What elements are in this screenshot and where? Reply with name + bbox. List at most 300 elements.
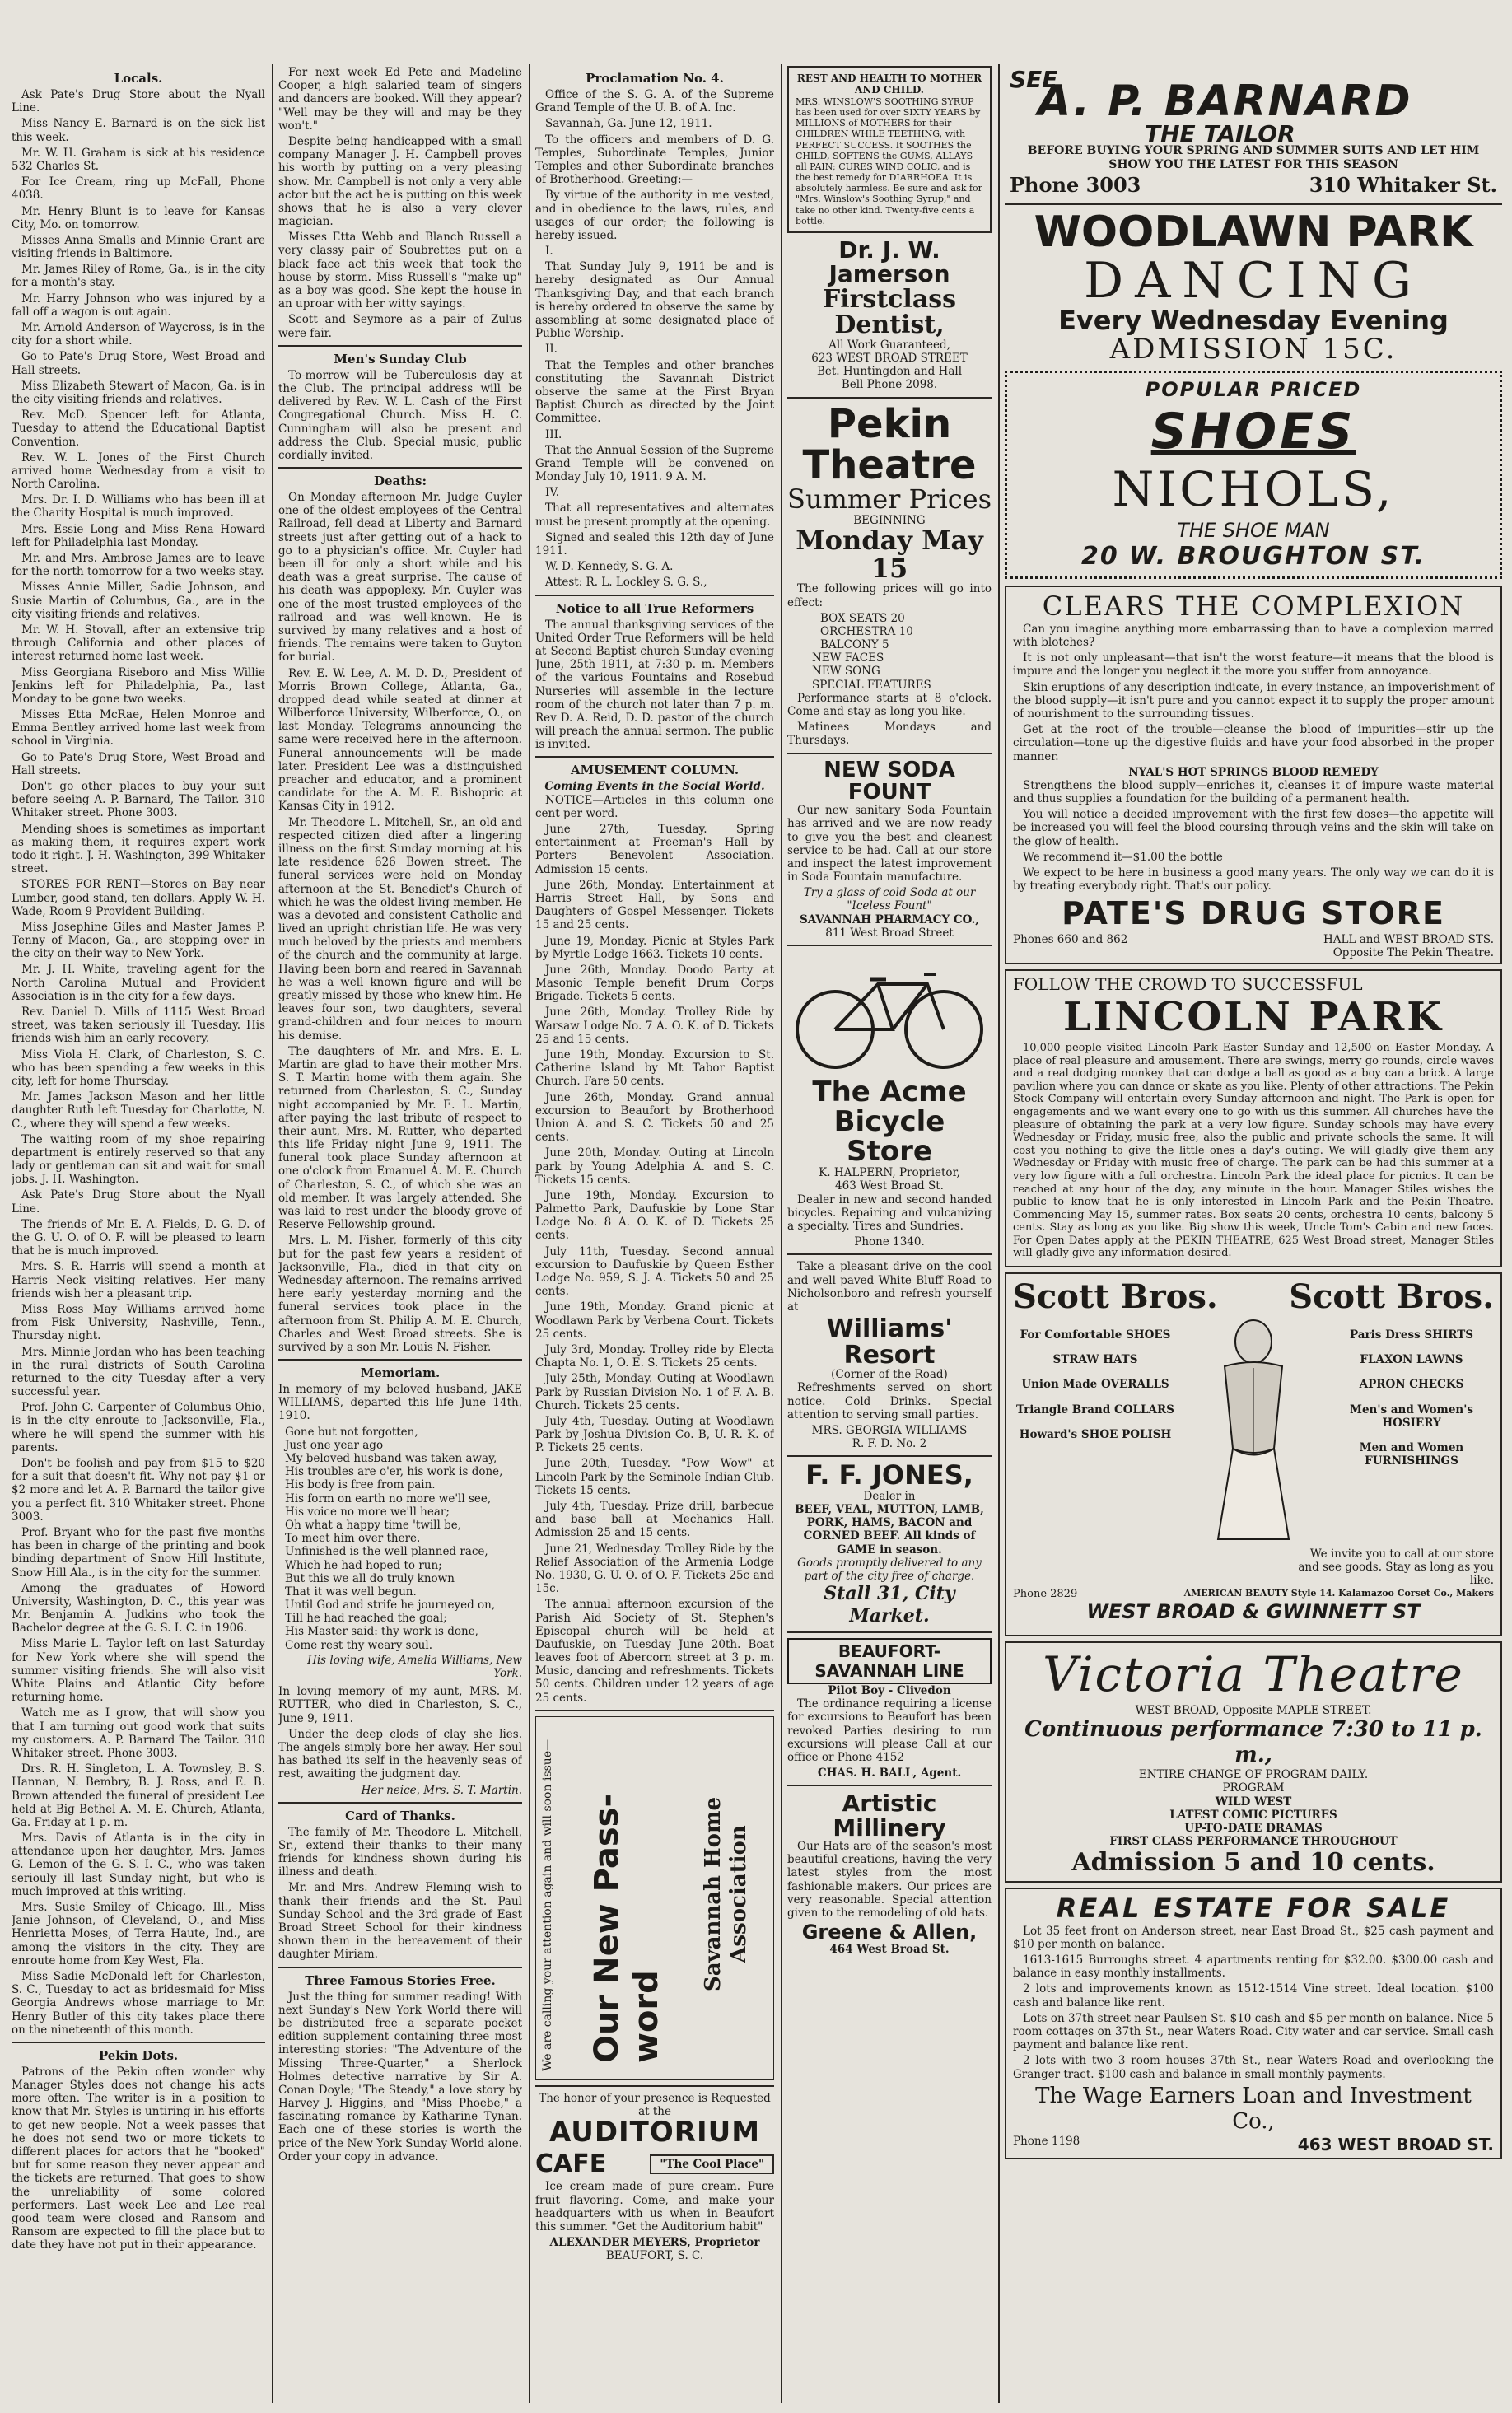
resort-name: Williams' Resort: [826, 1314, 953, 1370]
proclamation-paragraph: That the Temples and other branches constituting the Savannah District observe the same at the First Bryan Baptist Church as directed by the Joint Committee.: [535, 358, 774, 426]
bicycle-store-name: The Acme Bicycle Store: [812, 1076, 967, 1168]
local-item: Watch me as I grow, that will show you that I am turning out good work that suits my customers. A. P. Barnard The Tailor. 310 Whitaker street. Phone 3003.: [12, 1706, 265, 1760]
divider: [535, 2085, 774, 2087]
poem-line: My beloved husband was taken away,: [285, 1452, 497, 1465]
local-item: Rev. McD. Spencer left for Atlanta, Tuesday to attend the Educational Baptist Convention.: [12, 408, 265, 449]
resort-body: Refreshments served on short notice. Cold Drinks. Special attention to serving small parties.: [787, 1381, 992, 1421]
nyal-heading: NYAL'S HOT SPRINGS BLOOD REMEDY: [1128, 765, 1379, 779]
local-item: Misses Annie Miller, Sadie Johnson, and Susie Martin of Columbus, Ga., are in the city visiting friends and relatives.: [12, 581, 265, 621]
victoria-performance: Continuous performance 7:30 to 11 p. m.,: [1024, 1716, 1482, 1768]
poem-line: But this we all do truly known: [285, 1571, 455, 1585]
divider: [787, 1631, 992, 1633]
memoriam2-intro: In loving memory of my aunt, MRS. M. RUTTER, who died in Charleston, S. C., June 9, 1911.: [278, 1685, 522, 1725]
amusement-item: July 4th, Tuesday. Outing at Woodlawn Park by Joshua Division Co. B, U. R. K. of P. Tickets 25 cents.: [535, 1414, 774, 1455]
corset-figure-icon: [1192, 1317, 1315, 1547]
divider: [787, 1253, 992, 1255]
dentist-line: All Work Guaranteed,: [828, 338, 950, 352]
locals-list: [12, 88, 265, 2037]
new-feature-line: SPECIAL FEATURES: [812, 678, 931, 692]
jones-body: BEEF, VEAL, MUTTON, LAMB, PORK, HAMS, BACON and CORNED BEEF. All kinds of GAME in season.: [795, 1503, 984, 1557]
scott-item: FLAXON LAWNS: [1360, 1353, 1463, 1367]
auditorium-title: AUDITORIUM: [548, 2116, 761, 2149]
wage-phone: Phone 1198: [1013, 2135, 1080, 2149]
amusement-item: NOTICE—Articles in this column one cent per word.: [535, 793, 774, 820]
line-boats: Pilot Boy - Clivedon: [828, 1683, 951, 1697]
resort-intro: Take a pleasant drive on the cool and well paved White Bluff Road to Nicholsonboro and refresh yourself at: [787, 1260, 992, 1314]
resort-owner: MRS. GEORGIA WILLIAMS: [811, 1423, 968, 1437]
locals-heading: Locals.: [114, 71, 163, 86]
divider: [787, 1455, 992, 1457]
local-item: Mr. Harry Johnson who was injured by a fall off a wagon is out again.: [12, 292, 265, 319]
local-item: Mrs. Essie Long and Miss Rena Howard left for Philadelphia last Monday.: [12, 522, 265, 549]
pekin-beginning: BEGINNING: [853, 513, 926, 527]
barnard-tailor: THE TAILOR: [1145, 120, 1295, 147]
price-line: BOX SEATS 20: [820, 611, 905, 625]
amusement-subheading: Coming Events in the Social World.: [544, 780, 765, 794]
column-rule: [529, 64, 530, 2403]
complexion-paragraph: It is not only unpleasant—that isn't the worst feature—it means that the blood is impure and the longer you neglect it the more you suffer from annoyance.: [1013, 651, 1494, 679]
winslow-heading: REST AND HEALTH TO MOTHER AND CHILD.: [796, 72, 982, 96]
divider: [535, 595, 774, 596]
local-item: Miss Elizabeth Stewart of Macon, Ga. is in the city visiting friends and relatives.: [12, 379, 265, 406]
pates-title: PATE'S DRUG STORE: [1062, 895, 1445, 932]
theatre-note: Scott and Seymore as a pair of Zulus were fair.: [278, 313, 522, 340]
thanks-list: [278, 1826, 522, 1962]
pekin-theatre-title: Pekin Theatre: [802, 400, 977, 488]
divider: [278, 345, 522, 347]
scott-right-items: [1329, 1317, 1494, 1547]
victoria-item: UP-TO-DATE DRAMAS: [1184, 1821, 1323, 1835]
victoria-title: Victoria Theatre: [1043, 1646, 1464, 1703]
column-3: [535, 66, 774, 2405]
victoria-admission: Admission 5 and 10 cents.: [1071, 1848, 1435, 1878]
proclamation-paragraph: III.: [545, 427, 562, 441]
complexion-ad: [1005, 586, 1502, 964]
column-rule: [781, 64, 782, 2403]
amusement-item: June 26th, Monday. Trolley Ride by Warsaw Lodge No. 7 A. O. K. of D. Tickets 25 and 15 cents.: [535, 1006, 774, 1046]
death-notice: The daughters of Mr. and Mrs. E. L. Martin are glad to have their mother Mrs. S. T. Martin home with them again. She returned from Charleston, S. C., Sunday night accompanied by Mr. E. L. Martin, after paying the last tribute of respect to their aunt, Mrs. M. Rutter, who departed this life Friday night June 9, 1911. The funeral took place Sunday afternoon at one o'clock from Emanuel A. M. E. Church of Charleston, S. C., of which she was an old member. It was largely attended. She was laid to rest under the bloody grove of Reserve Fellowship ground.: [278, 1044, 522, 1232]
real-estate-heading: REAL ESTATE FOR SALE: [1056, 1893, 1451, 1925]
millinery-heading: Artistic Millinery: [833, 1790, 946, 1841]
pekin-dots-heading: Pekin Dots.: [98, 2047, 179, 2063]
local-item: STORES FOR RENT—Stores on Bay near Lumber, good stand, ten dollars. Apply W. H. Wade, Room 9 Provident Building.: [12, 878, 265, 918]
local-item: Misses Etta McRae, Helen Monroe and Emma Bentley arrived home last week from school in Virginia.: [12, 708, 265, 749]
cafe-title: CAFE: [535, 2149, 607, 2178]
local-item: Miss Georgiana Riseboro and Miss Willie Jenkins left for Philadelphia, Pa., last Monday to be gone two weeks.: [12, 665, 265, 706]
column-1: [12, 66, 265, 2405]
amusement-heading: AMUSEMENT COLUMN.: [570, 763, 740, 778]
column-rule: [998, 64, 1000, 2403]
theatre-notes: [278, 66, 522, 340]
price-line: ORCHESTRA 10: [820, 624, 913, 638]
poem-line: Until God and strife he journeyed on,: [285, 1599, 496, 1613]
admission: ADMISSION 15C.: [1109, 332, 1398, 366]
dentist-details: [787, 338, 992, 392]
local-item: Mrs. Dr. I. D. Williams who has been ill at the Charity Hospital is much improved.: [12, 493, 265, 520]
local-item: Mr. James Jackson Mason and her little daughter Ruth left Tuesday for Charlotte, N. C., where they will spend a few weeks.: [12, 1090, 265, 1131]
memoriam-heading: Memoriam.: [360, 1365, 441, 1381]
local-item: The waiting room of my shoe repairing department is entirely reserved so that any lady or gentleman can sit and wait for small jobs. J. H. Washington.: [12, 1132, 265, 1187]
scott-address: WEST BROAD & GWINNETT ST: [1086, 1600, 1421, 1624]
bicycle-icon: [787, 951, 992, 1075]
bicycle-phone: Phone 1340.: [854, 1235, 925, 1249]
club-paragraph: To-morrow will be Tuberculosis day at the Club. The principal address will be delivered by Rev. W. L. Cash of the First Congregational Church. Miss H. C. Cunningham will also be present and address the Club. Special music, public cordially invited.: [278, 368, 522, 462]
pates-address: HALL and WEST BROAD STS.: [1323, 933, 1494, 946]
dentist-line: Bet. Huntingdon and Hall: [816, 365, 963, 379]
amusement-item: June 19th, Monday. Excursion to St. Catherine Island by Mt Tabor Baptist Church. Fare 50 cents.: [535, 1048, 774, 1089]
password-ad: [535, 1716, 774, 2080]
jones-delivery: Goods promptly delivered to any part of the city free of charge.: [797, 1556, 982, 1583]
divider: [1005, 203, 1502, 205]
thanks-paragraph: The family of Mr. Theodore L. Mitchell, Sr., extend their thanks to their many friends for kindness shown during his illness and death.: [278, 1825, 522, 1879]
new-feature-line: NEW SONG: [812, 665, 880, 679]
nyal-body: [1013, 779, 1494, 894]
scott-invite: We invite you to call at our store and see goods. Stay as long as you like.: [1298, 1547, 1494, 1588]
proclamation-paragraph: Savannah, Ga. June 12, 1911.: [545, 117, 712, 131]
lincoln-body: 10,000 people visited Lincoln Park Easter Sunday and 12,500 on Easter Monday. A place of real pleasure and amusement. There are swings, merry go rounds, circle waves and a real dodging monkey that can dodge a ball as good as a boy can a brick. A large pavilion where you can dance or skate as you like. Plenty of other attractions. The Pekin Stock Company will entertain every Sunday afternoon and night. The Park is open for engagements and we want every one to go with us this summer. All churches have the pleasure of obtaining the park at a very low figure. Sunday schools may have every Wednesday or Friday, music free, also the public and private schools the same. It will cost you nothing to give the little ones a day's outing. We will gladly give them any Wednesday or Friday with music free of charge. The park can be had this summer at a very low figure with a full orchestra. Lincoln Park the ideal place for picnics. It can be reached at any hour of the day, any minute in the hour. Manager Stiles wishes the public to know that he is only interested in Lincoln Park and the Pekin Theatre. Commencing May 15, summer rates. Box seats 20 cents, orchestra 10 cents, balcony 5 cents. Stay as long as you like. Big show this week, Uncle Tom's Cabin and new faces. For Open Dates apply at the PEKIN THEATRE, 625 West Broad street, Manager Stiles will gladly give any information desired.: [1013, 1041, 1494, 1260]
proclamation-heading: Proclamation No. 4.: [586, 71, 724, 86]
nichols-ad: [1005, 371, 1502, 579]
amusement-item: July 4th, Tuesday. Prize drill, barbecue and base ball at Mechanics Hall. Admission 25 and 15 cents.: [535, 1500, 774, 1540]
poem-line: Unfinished is the well planned race,: [285, 1545, 488, 1559]
local-item: Mr. Henry Blunt is to leave for Kansas City, Mo. on tomorrow.: [12, 204, 265, 231]
pekin-performance: Performance starts at 8 o'clock. Come and stay as long you like.: [787, 691, 992, 718]
cafe-tagline: "The Cool Place": [650, 2154, 774, 2174]
local-item: Prof. John C. Carpenter of Columbus Ohio, is in the city enroute to Jacksonville, Fla., where he will spend the summer with his parents.: [12, 1401, 265, 1454]
divider: [12, 2042, 265, 2043]
barnard-address: 310 Whitaker St.: [1309, 172, 1497, 197]
real-estate-ad: [1005, 1888, 1502, 2159]
woodlawn-title: WOODLAWN PARK: [1034, 208, 1473, 258]
proclamation-paragraph: W. D. Kennedy, S. G. A.: [545, 560, 674, 574]
scott-title-row: [1013, 1277, 1494, 1317]
barnard-see: SEE: [1010, 66, 1058, 93]
millinery-body: Our Hats are of the season's most beautiful creations, having the very latest styles from the most fashionable makers. Our prices are very reasonable. Special attention given to the remodeling of old hats.: [787, 1840, 992, 1920]
honor-line: The honor of your presence is Requested at the: [539, 2091, 771, 2118]
victoria-item: WILD WEST: [1215, 1795, 1292, 1809]
thanks-heading: Card of Thanks.: [345, 1808, 455, 1823]
victoria-change: ENTIRE CHANGE OF PROGRAM DAILY.: [1138, 1768, 1369, 1782]
poem-line: Oh what a happy time 'twill be,: [285, 1518, 462, 1532]
local-item: For Ice Cream, ring up McFall, Phone 4038.: [12, 175, 265, 203]
barnard-body: BEFORE BUYING YOUR SPRING AND SUMMER SUITS AND LET HIM SHOW YOU THE LATEST FOR THIS SEASON: [1027, 144, 1480, 171]
amusement-item: The annual afternoon excursion of the Parish Aid Society of St. Stephen's Episcopal church will be held at Daufuskie, on Tuesday June 20th. Boat leaves foot of Abercorn street at 3 p. m. Music, dancing and refreshments. Tickets 50 cents. Children under 12 years of age 25 cents.: [535, 1598, 774, 1705]
estate-listing: 2 lots with two 3 room houses 37th St., near Waters Road and overlooking the Granger tract. $100 cash and balance in small monthly payments.: [1013, 2054, 1494, 2081]
nyal-paragraph: You will notice a decided improvement with the first few doses—the appetite will be increased you will feel the blood coursing through veins and the skin will take on the glow of health.: [1013, 808, 1494, 848]
millinery-name: Greene & Allen,: [801, 1921, 978, 1944]
local-item: Mr. and Mrs. Ambrose James are to leave for the north tomorrow for a two weeks stay.: [12, 552, 265, 579]
estate-listing: Lots on 37th street near Paulsen St. $10 cash and $5 per month on balance. Nice 5 room cottages on 37th St., near Waters Road. City water and car service. Small cash payment and balance like rent.: [1013, 2011, 1494, 2052]
password-ad-title: Our New Pass-word: [588, 1793, 665, 2063]
local-item: Don't go other places to buy your suit before seeing A. P. Barnard, The Tailor. 310 Whitaker street. Phone 3003.: [12, 780, 265, 820]
divider: [278, 1802, 522, 1804]
scott-item: Men's and Women's HOSIERY: [1350, 1403, 1473, 1430]
popular-priced: POPULAR PRICED: [1145, 378, 1362, 402]
deaths-list: [278, 491, 522, 1354]
victoria-item: FIRST CLASS PERFORMANCE THROUGHOUT: [1109, 1835, 1398, 1849]
memoriam2-poem: Under the deep clods of clay she lies. The angels simply bore her away. Her soul has bathed its self in the heavenly seas of rest, awaiting the judgment day.: [278, 1727, 522, 1781]
price-line: BALCONY 5: [820, 638, 889, 652]
soda-body: Our new sanitary Soda Fountain has arrived and we are now ready to give you the best and cleanest service to be had. Call at our store and inspect the latest improvement in Soda Fountain manufacture.: [787, 804, 992, 884]
divider: [278, 467, 522, 469]
divider: [787, 397, 992, 399]
local-item: The friends of Mr. E. A. Fields, D. G. D. of the G. U. O. of O. F. will be pleased to learn that he is much improved.: [12, 1217, 265, 1258]
local-item: Mr. J. H. White, traveling agent for the North Carolina Mutual and Provident Association is in the city for a few days.: [12, 963, 265, 1003]
cafe-place: BEAUFORT, S. C.: [605, 2249, 704, 2263]
amusement-item: June 26th, Monday. Entertainment at Harris Street Hall, by Sons and Daughters of Gospel Messenger. Tickets 15 and 25 cents.: [535, 878, 774, 932]
death-notice: Rev. E. W. Lee, A. M. D. D., President of Morris Brown College, Atlanta, Ga., dropped dead while seated at dinner at Wilberforce University, Wilberforce, O., on last Monday. Telegrams announcing the same were received here in the afternoon. Funeral announcements will be made later. President Lee was a distinguished preacher and educator, and a prominent candidate for the A. M. E. Bishopric at Kansas City in 1912.: [278, 666, 522, 814]
jones-name: F. F. JONES,: [805, 1459, 973, 1491]
divider: [787, 1785, 992, 1786]
local-item: Go to Pate's Drug Store, West Broad and Hall streets.: [12, 750, 265, 777]
estate-listing: Lot 35 feet front on Anderson street, near East Broad St., $25 cash payment and $10 per month on balance.: [1013, 1924, 1494, 1951]
soda-heading: NEW SODA FOUNT: [824, 757, 955, 805]
jones-stall: Stall 31, City Market.: [824, 1583, 955, 1627]
complexion-paragraph: Skin eruptions of any description indicate, in every instance, an impoverishment of the blood supply—it isn't pure and you cannot expect it to supply the proper amount of nourishment to the surrounding tissues.: [1013, 680, 1494, 721]
divider: [535, 1710, 774, 1711]
local-item: Ask Pate's Drug Store about the Nyall Line.: [12, 1188, 265, 1216]
nyal-paragraph: Strengthens the blood supply—enriches it, cleanses it of impure waste material and thus supplies a foundation for the building of a permanent health.: [1013, 778, 1494, 806]
memoriam2-signature: Her neice, Mrs. S. T. Martin.: [361, 1783, 522, 1797]
poem-line: His voice no more we'll hear;: [285, 1505, 450, 1519]
proclamation-paragraph: By virtue of the authority in me vested, and in obedience to the laws, rules, and usages of our order; the following is hereby issued.: [535, 189, 774, 242]
password-ad-left: We are calling your attention again and will soon issue—: [541, 1739, 554, 2071]
real-estate-body: [1013, 1925, 1494, 2081]
winslow-ad: [787, 66, 992, 233]
victoria-item: LATEST COMIC PICTURES: [1169, 1808, 1337, 1822]
thanks-paragraph: Mr. and Mrs. Andrew Fleming wish to thank their friends and the St. Paul Sunday School and the 3rd grade of East Broad Street School for their kindness shown them in the bereavement of their daughter Miriam.: [278, 1881, 522, 1962]
scott-ad: [1005, 1272, 1502, 1636]
proclamation-paragraph: Attest: R. L. Lockley S. G. S.,: [545, 576, 707, 590]
estate-listing: 2 lots and improvements known as 1512-1514 Vine street. Ideal location. $100 cash and balance like rent.: [1013, 1982, 1494, 2009]
scott-item: Paris Dress SHIRTS: [1350, 1328, 1473, 1342]
proclamation-paragraph: Signed and sealed this 12th day of June 1911.: [535, 530, 774, 558]
nichols-name: NICHOLS,: [1112, 461, 1395, 518]
local-item: Miss Marie L. Taylor left on last Saturday for New York where she will spend the summer visiting friends. She will also visit White Plains and Atlantic City before returning home.: [12, 1637, 265, 1705]
column-5: [1005, 66, 1502, 2405]
wage-address: 463 WEST BROAD ST.: [1297, 2135, 1494, 2155]
scott-item: STRAW HATS: [1052, 1353, 1138, 1367]
local-item: Miss Ross May Williams arrived home from Fisk University, Nashville, Tenn., Thursday night.: [12, 1302, 265, 1343]
nyal-paragraph: We recommend it—$1.00 the bottle: [1023, 850, 1223, 864]
local-item: Miss Sadie McDonald left for Charleston, S. C., Tuesday to act as bridesmaid for Miss Georgia Andrews whose marriage to Mr. Henry Butler of this city takes place there on the nineteenth of this month.: [12, 1969, 265, 2037]
stories-body: [278, 1991, 522, 2163]
local-item: Mending shoes is sometimes as important as making them, it requires expert work todo it right. J. H. Washington, 399 Whitaker street.: [12, 822, 265, 876]
poem-line: Come rest thy weary soul.: [285, 1638, 432, 1652]
amusement-item: June 20th, Monday. Outing at Lincoln park by Young Adelphia A. and S. C. Tickets 15 cents.: [535, 1146, 774, 1187]
death-notice: Mr. Theodore L. Mitchell, Sr., an old and respected citizen died after a lingering illness on the first Sunday morning at his late residence 626 Bowen street. The funeral services were held on Monday afternoon at the St. Benedict's Church of which he was the oldest living member. He was a devoted and consistent Catholic and lived an upright christian life. He was very much beloved by the priests and members of the church and the community at large. Having been born and reared in Savannah he was a well known figure and will be greatly missed by those who knew him. He leaves four son, two daughters, several grand-children and four neices to mourn his demise.: [278, 815, 522, 1043]
proclamation-paragraph: That all representatives and alternates must be present promptly at the opening.: [535, 502, 774, 529]
mens-club-heading: Men's Sunday Club: [334, 351, 467, 366]
scott-item: For Comfortable SHOES: [1020, 1328, 1171, 1342]
proclamation-paragraph: That Sunday July 9, 1911 be and is hereby designated as Our Annual Thanksgiving Day, and that each branch is hereby ordered to observe the same by assembling at some designated place of Public Worship.: [535, 260, 774, 341]
every-wednesday: Every Wednesday Evening: [1058, 304, 1449, 336]
divider: [278, 1359, 522, 1361]
proclamation-body: [535, 88, 774, 590]
poem-line: Gone but not forgotten,: [285, 1425, 418, 1439]
dentist-title: Firstclass Dentist,: [822, 284, 957, 340]
local-item: Miss Josephine Giles and Master James P. Tenny of Macon, Ga., are stopping over in the city on their way to New York.: [12, 920, 265, 961]
barnard-name: A. P. BARNARD: [1038, 77, 1412, 126]
pekin-prices-intro: The following prices will go into effect:: [787, 582, 992, 609]
amusement-item: June 20th, Tuesday. "Pow Wow" at Lincoln Park by the Seminole Indian Club. Tickets 15 cents.: [535, 1457, 774, 1497]
local-item: Mrs. Minnie Jordan who has been teaching in the rural districts of South Carolina returned to the city Tuesday after a very successful year.: [12, 1345, 265, 1399]
pates-contact: [1013, 933, 1494, 946]
notice-body: [535, 618, 774, 752]
resort-rfd: R. F. D. No. 2: [852, 1437, 927, 1451]
proclamation-paragraph: II.: [545, 343, 558, 357]
local-item: Mr. W. H. Graham is sick at his residence 532 Charles St.: [12, 146, 265, 173]
pates-opposite: Opposite The Pekin Theatre.: [1332, 946, 1494, 960]
scott-item: Triangle Brand COLLARS: [1016, 1403, 1174, 1417]
amusement-item: July 25th, Monday. Outing at Woodlawn Park by Russian Division No. 1 of F. A. B. Church. Tickets 25 cents.: [535, 1372, 774, 1412]
amusement-item: June 19th, Monday. Grand picnic at Woodlawn Park by Verbena Court. Tickets 25 cents.: [535, 1300, 774, 1341]
local-item: Rev. Daniel D. Mills of 1115 West Broad street, was taken seriously ill Tuesday. His friends wish him an early recovery.: [12, 1006, 265, 1046]
nyal-paragraph: We expect to be here in business a good many years. The only way we can do it is by treating everybody right. That's our policy.: [1013, 866, 1494, 894]
dentist-line: 623 WEST BROAD STREET: [811, 352, 968, 365]
mens-club-body: [278, 369, 522, 462]
scott-corset-caption: AMERICAN BEAUTY Style 14. Kalamazoo Corset Co., Makers: [1183, 1587, 1494, 1599]
shoes-title: SHOES: [1150, 403, 1356, 461]
estate-listing: 1613-1615 Burroughs street. 4 apartments renting for $32.00. $300.00 cash and balance in easy monthly installments.: [1013, 1953, 1494, 1981]
local-item: Mr. Arnold Anderson of Waycross, is in the city for a short while.: [12, 321, 265, 348]
pekin-prices: [787, 612, 992, 652]
millinery-address: 464 West Broad St.: [829, 1943, 950, 1957]
pekin-new-items: [787, 651, 992, 692]
stories-heading: Three Famous Stories Free.: [305, 1972, 496, 1988]
local-item: Mrs. Susie Smiley of Chicago, Ill., Miss Janie Johnson, of Cleveland, O., and Miss Henrietta Moses, of Terra Haute, Ind., are among the visitors in the city. They are enroute home from Key West, Fla.: [12, 1901, 265, 1967]
line-body: The ordinance requiring a license for excursions to Beaufort has been revoked Parties desiring to run excursions will please Call at our office or Phone 4152: [787, 1697, 992, 1764]
scott-footer: [1013, 1588, 1494, 1601]
local-item: Mr. W. H. Stovall, after an extensive trip through California and other places of interest returned home last week.: [12, 623, 265, 664]
line-heading: BEAUFORT-SAVANNAH LINE: [787, 1638, 992, 1684]
poem-line: To meet him over there.: [285, 1532, 421, 1546]
victoria-ad: [1005, 1641, 1502, 1883]
complexion-body: [1013, 623, 1494, 763]
poem-line: His form on earth no more we'll see,: [285, 1491, 492, 1505]
local-item: Drs. R. H. Singleton, L. A. Townsley, B. S. Hannan, N. Bembry, B. J. Ross, and E. B. Brown attended the funeral of president Lee held at Big Bethel A. M. E. Church, Atlanta, Ga. Friday at 1 p. m.: [12, 1762, 265, 1829]
proclamation-paragraph: Office of the S. G. A. of the Supreme Grand Temple of the U. B. of A. Inc.: [535, 88, 774, 115]
complexion-paragraph: Get at the root of the trouble—cleanse the blood of impurities—stir up the circulation—tone up the digestive fluids and have your food absorbed in the proper manner.: [1013, 723, 1494, 763]
winslow-body: MRS. WINSLOW'S SOOTHING SYRUP has been used for over SIXTY YEARS by MILLIONS of MOTHERS for their CHILDREN WHILE TEETHING, with PERFECT SUCCESS. It SOOTHES the CHILD, SOFTENS the GUMS, ALLAYS all PAIN; CURES WIND COLIC, and is the best remedy for DIARRHOEA. It is absolutely harmless. Be sure and ask for "Mrs. Winslow's Soothing Syrup," and take no other kind. Twenty-five cents a bottle.: [796, 96, 982, 226]
column-rule: [272, 64, 273, 2403]
new-feature-line: NEW FACES: [812, 651, 884, 665]
jones-dealer: Dealer in: [863, 1489, 916, 1503]
local-item: Prof. Bryant who for the past five months has been in charge of the printing and book binding department of Snow Hill Institute, Snow Hill Ala., is in the city for the summer.: [12, 1525, 265, 1580]
scott-title-left: Scott Bros.: [1013, 1277, 1218, 1317]
lincoln-ad: [1005, 969, 1502, 1267]
proclamation-paragraph: To the officers and members of D. G. Temples, Subordinate Temples, Junior Temples and other Subordinate branches of Brotherhood. Greeting:—: [535, 133, 774, 187]
local-item: Miss Nancy E. Barnard is on the sick list this week.: [12, 117, 265, 144]
barnard-contact: [1005, 172, 1502, 199]
theatre-note: Misses Etta Webb and Blanch Russell a very classy pair of Soubrettes put on a black face act this week that took the house by storm. Miss Russell's "make up" as a boy was good. She kept the house in an uproar with her witty sayings.: [278, 231, 522, 311]
poem-line: His Master said: thy work is done,: [285, 1625, 478, 1639]
amusement-item: June 26th, Monday. Doodo Party at Masonic Temple benefit Drum Corps Brigade. Tickets 5 cents.: [535, 963, 774, 1004]
local-item: Don't be foolish and pay from $15 to $20 for a suit that doesn't fit. Why not pay $1 or $2 more and let A. P. Barnard the tailor give you a perfect fit. 310 Whitaker street. Phone 3003.: [12, 1457, 265, 1524]
bicycle-body: Dealer in new and second handed bicycles. Repairing and vulcanizing a specialty. Tires and Sundries.: [787, 1192, 992, 1234]
soda-try: Try a glass of cold Soda at our "Iceless Fount": [803, 886, 976, 913]
victoria-program: PROGRAM: [1222, 1781, 1285, 1795]
bicycle-address: 463 West Broad St.: [835, 1179, 944, 1193]
cafe-row: [535, 2151, 774, 2177]
dentist-name: Dr. J. W. Jamerson: [828, 236, 950, 288]
amusement-item: July 3rd, Monday. Trolley ride by Electa Chapta No. 1, O. E. S. Tickets 25 cents.: [535, 1342, 774, 1370]
scott-title-right: Scott Bros.: [1289, 1277, 1494, 1317]
amusement-item: June 21, Wednesday. Trolley Ride by the Relief Association of the Armenia Lodge No. 1930, G. U. O. of O. F. Tickets 25c and 15c.: [535, 1542, 774, 1596]
poem-line: Which he had hoped to run;: [285, 1558, 442, 1572]
complexion-heading: CLEARS THE COMPLEXION: [1042, 590, 1465, 623]
cafe-body: Ice cream made of pure cream. Pure fruit flavoring. Come, and make your headquarters with us when in Beaufort this summer. "Get the Auditorium habit": [535, 2180, 774, 2233]
amusement-item: June 27th, Tuesday. Spring entertainment at Freeman's Hall by Porters Benevolent Association. Admission 15 cents.: [535, 823, 774, 876]
divider: [787, 753, 992, 754]
pekin-date: Monday May 15: [796, 525, 983, 584]
wage-footer: [1013, 2135, 1494, 2154]
theatre-note: For next week Ed Pete and Madeline Cooper, a high salaried team of singers and dancers are booked. Will they appear? "Well may be they will and may be they won't.": [278, 66, 522, 133]
stories-paragraph: Just the thing for summer reading! With next Sunday's New York World there will be distributed free a separate pocket edition supplement containing three most interesting stories: "The Adventure of the Missing Three-Quarter," a Sherlock Holmes detective narrative by Sir A. Conan Doyle; "The Steady," a love story by Harvey J. Higgins, and "Miss Phoebe," a fascinating romance by Katharine Tynan. Each one of these stories is worth the price of the New York Sunday World alone. Order your copy in advance.: [278, 1990, 522, 2163]
proclamation-paragraph: I.: [545, 245, 553, 259]
barnard-ad-top: [1005, 66, 1502, 147]
wage-earners: The Wage Earners Loan and Investment Co.,: [1035, 2083, 1472, 2134]
death-notice: Mrs. L. M. Fisher, formerly of this city but for the past few years a resident of Jacksonville, Fla., died in that city on Wednesday afternoon. The remains arrived here early yesterday morning and the funeral services took place in the afternoon from St. Philip A. M. E. Church, Charles and West Broad streets. She is survived by a son Mr. Louis N. Fisher.: [278, 1234, 522, 1354]
notice-heading: Notice to all True Reformers: [555, 600, 754, 616]
shoe-man: THE SHOE MAN: [1177, 518, 1330, 542]
dentist-line: Bell Phone 2098.: [841, 378, 938, 392]
soda-company: SAVANNAH PHARMACY CO.,: [800, 912, 979, 926]
local-item: Go to Pate's Drug Store, West Broad and Hall streets.: [12, 350, 265, 377]
local-item: Ask Pate's Drug Store about the Nyall Line.: [12, 88, 265, 115]
lincoln-title: LINCOLN PARK: [1063, 994, 1444, 1041]
divider: [535, 756, 774, 758]
local-item: Misses Anna Smalls and Minnie Grant are visiting friends in Baltimore.: [12, 233, 265, 261]
cafe-proprietor: ALEXANDER MEYERS, Proprietor: [549, 2236, 760, 2250]
dancing-title: DANCING: [1084, 251, 1423, 310]
proclamation-paragraph: IV.: [545, 486, 560, 500]
local-item: Mrs. Davis of Atlanta is in the city in attendance upon her daughter, Mrs. James G. Lemon of the G. S. I. C., who was taken seriouly ill last Sunday night, but who is much improved at this writing.: [12, 1832, 265, 1898]
soda-address: 811 West Broad Street: [825, 926, 954, 940]
pates-phones: Phones 660 and 862: [1013, 933, 1128, 946]
resort-corner: (Corner of the Road): [831, 1368, 948, 1382]
amusement-item: June 19th, Monday. Excursion to Palmetto Park, Daufuskie by Lone Star Lodge No. 8 A. O. K. of D. Tickets 25 cents.: [535, 1188, 774, 1243]
poem-line: That it was well begun.: [285, 1585, 417, 1599]
password-ad-right: Savannah Home Association: [701, 1796, 752, 1991]
scott-columns: [1013, 1317, 1494, 1547]
complexion-paragraph: Can you imagine anything more embarrassing than to have a complexion marred with blotches?: [1013, 622, 1494, 650]
poem-line: Just one year ago: [285, 1438, 384, 1452]
victoria-address: WEST BROAD, Opposite MAPLE STREET.: [1135, 1703, 1372, 1717]
notice-paragraph: The annual thanksgiving services of the United Order True Reformers will be held at Second Baptist church Sunday evening June, 25th 1911, at 7:30 p. m. Members of the various Fountains and Rosebud Nurseries will assemble in the lecture room of the church not later than 7 p. m. Rev D. A. Reid, D. D. pastor of the church will preach the annual sermon. The public is invited.: [535, 618, 774, 752]
pekin-dots-list: [12, 2065, 265, 2252]
poem-line: His body is free from pain.: [285, 1478, 436, 1492]
divider: [787, 945, 992, 946]
bicycle-proprietor: K. HALPERN, Proprietor,: [819, 1166, 960, 1180]
death-notice: On Monday afternoon Mr. Judge Cuyler one of the oldest employees of the Central Railroad, fell dead at Liberty and Barnard streets just after getting out of a hack to go to a physician's office. Mr. Cuyler had been ill for only a short while and his death was a great surprise. The cause of his death was appoplexy. Mr. Cuyler was one of the most trusted employees of the railroad and was well-known. He is survived by many relatives and a host of friends. The remains were taken to Guyton for burial.: [278, 491, 522, 665]
follow-crowd: FOLLOW THE CROWD TO SUCCESSFUL: [1013, 974, 1363, 995]
amusement-item: June 26th, Monday. Grand annual excursion to Beaufort by Brotherhood Union A. and S. C. Tickets 50 and 25 cents.: [535, 1090, 774, 1145]
theatre-note: Despite being handicapped with a small company Manager J. H. Campbell proves his worth by putting on a very pleasing show. Mr. Campbell is not only a very able actor but the act he is putting on this week shows that he is also a very clever magician.: [278, 134, 522, 229]
column-2: [278, 66, 522, 2405]
scott-left-items: [1013, 1317, 1178, 1547]
barnard-phone: Phone 3003: [1010, 172, 1141, 197]
memoriam-intro: In memory of my beloved husband, JAKE WILLIAMS, departed this life June 14th, 1910.: [278, 1383, 522, 1423]
memoriam-poem: [278, 1426, 522, 1652]
amusement-list: [535, 794, 774, 1705]
amusement-item: July 11th, Tuesday. Second annual excursion to Daufuskie by Queen Esther Lodge No. 959, S. J. A. Tickets 50 and 25 cents.: [535, 1244, 774, 1299]
poem-line: His troubles are o'er, his work is done,: [285, 1465, 503, 1479]
deaths-heading: Deaths:: [373, 474, 427, 489]
memoriam-signature: His loving wife, Amelia Williams, New York.: [307, 1653, 522, 1680]
scanned-top-margin: [0, 0, 1512, 64]
pekin-dots-paragraph: Patrons of the Pekin often wonder why Manager Styles does not change his acts more often. The writer is in a position to know that Mr. Styles is untiring in his efforts to get new people. Not a week passes that he does not send two or more tickets to different places for actors that he "booked" but for some reason they never appear and the tickets are returned. That goes to show the unreliability of some colored performers. Last week Lee and Lee real good team were closed and Ransom and Ransom are expected to fill the place but to date they have not put in their appearance.: [12, 2065, 265, 2252]
